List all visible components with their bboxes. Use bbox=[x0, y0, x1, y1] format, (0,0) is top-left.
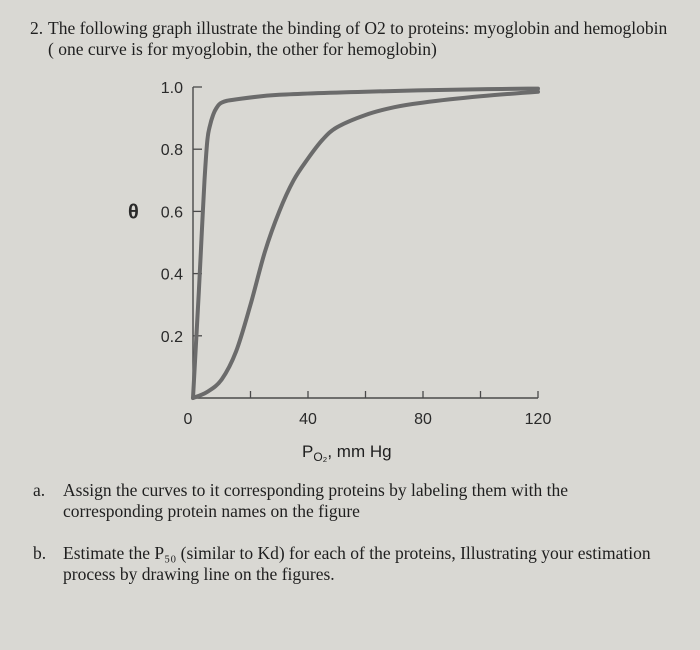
part-a-text: Assign the curves to it corresponding proteins by labeling them with the corresponding protein names on the figure bbox=[63, 480, 568, 521]
x-tick-label: 0 bbox=[183, 411, 193, 428]
question-text: The following graph illustrate the binding of O2 to proteins: myoglobin and hemoglobin ( one curve is for myoglobin, the other for hemoglobin) bbox=[48, 18, 668, 59]
series-curve-2 bbox=[193, 92, 538, 398]
part-a-letter: a. bbox=[33, 480, 46, 500]
x-axis-label-sub: O₂ bbox=[313, 450, 328, 464]
y-tick-label: 0.8 bbox=[160, 142, 183, 160]
series-group bbox=[193, 89, 538, 398]
x-axis bbox=[184, 391, 552, 428]
x-tick-label: 40 bbox=[299, 411, 317, 428]
y-axis-label: θ bbox=[128, 201, 139, 224]
part-b-text: Estimate the P₅₀ (similar to Kd) for each of the proteins, Illustrating your estimation process by drawing line on the figures. bbox=[63, 543, 651, 584]
y-tick-label: 0.2 bbox=[160, 328, 183, 346]
part-b bbox=[33, 543, 653, 585]
part-b-letter: b. bbox=[33, 543, 47, 563]
y-tick-label: 0.6 bbox=[160, 204, 183, 222]
x-axis-label bbox=[302, 442, 392, 464]
x-tick-label: 120 bbox=[524, 411, 552, 428]
x-axis-label-main: P bbox=[302, 442, 314, 461]
question-number: 2. bbox=[30, 18, 44, 38]
series-curve-1 bbox=[193, 89, 538, 398]
y-tick-label: 0.4 bbox=[160, 266, 183, 284]
part-a bbox=[33, 480, 653, 522]
y-tick-label: 1.0 bbox=[160, 80, 183, 97]
x-tick-label: 80 bbox=[414, 411, 432, 428]
x-axis-label-rest: , mm Hg bbox=[327, 442, 392, 461]
